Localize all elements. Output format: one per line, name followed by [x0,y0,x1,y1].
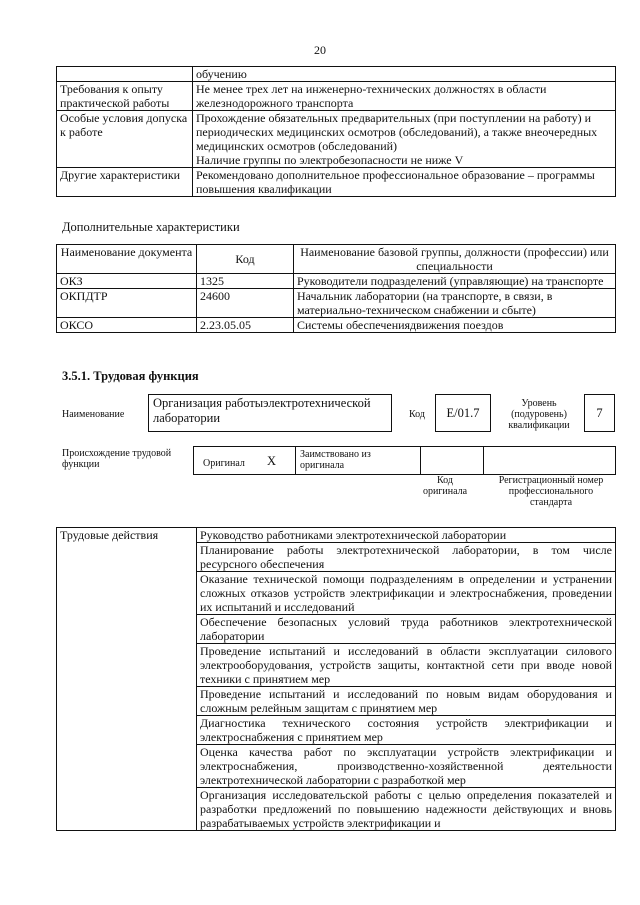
reg-caption: Регистрационный номер профессионального стандарта [498,475,604,508]
name-value: Организация работыэлектротехнической лаборатории [153,396,371,425]
row-value: Не менее трех лет на инженерно-технических должностях в области железнодорожного транспорта [193,82,616,111]
row-value: обучению [193,67,616,82]
table-row [57,168,616,197]
action-item: Обеспечение безопасных условий труда работников электротехнической лаборатории [197,615,616,644]
name-value-box [148,394,392,432]
action-item: Организация исследовательской работы с целью определения показателей и разработки предложений по повышению надежности действующих и вновь разрабатываемых устройств электрификации и [197,788,616,831]
cell-code: 1325 [197,274,294,289]
divider [295,447,296,474]
table-row [57,67,616,82]
header-doc: Наименование документа [57,245,197,274]
cell-name: Руководители подразделений (управляющие) на транспорте [294,274,616,289]
table-header-row [57,245,616,274]
row-value-2: Наличие группы по электробезопасности не ниже V [196,153,464,167]
cell-name: Начальник лаборатории (на транспорте, в связи, в материально-техническом снабжении и сбыте) [294,289,616,318]
row-label: Другие характеристики [57,168,193,197]
row-label: Особые условия допуска к работе [57,111,193,168]
code-caption: Код оригинала [422,475,468,497]
table-row [57,274,616,289]
cell-doc: ОКЗ [57,274,197,289]
actions-table [56,527,616,831]
section-title: 3.5.1. Трудовая функция [62,369,199,383]
cell-code: 24600 [197,289,294,318]
cell-doc: ОКПДТР [57,289,197,318]
name-label: Наименование [62,409,125,420]
code-value: E/01.7 [446,405,480,420]
header-code: Код [197,245,294,274]
origin-box [193,446,616,475]
action-item: Руководство работниками электротехнической лаборатории [197,528,616,543]
row-label [57,67,193,82]
table-row [57,82,616,111]
borrowed-label: Заимствовано из оригинала [300,449,371,471]
action-item: Планирование работы электротехнической лаборатории, в том числе ресурсного обеспечения [197,543,616,572]
original-label: Оригинал [203,458,245,469]
action-item: Диагностика технического состояния устройств электрификации и электроснабжения с принятием мер [197,716,616,745]
table-row [57,111,616,168]
code-label: Код [409,409,425,420]
table-row [57,289,616,318]
action-item: Оценка качества работ по эксплуатации устройств электрификации и электроснабжения, производственно-хозяйственной деятельности электротехнической лаборатории с разработкой мер [197,745,616,788]
code-value-box [435,394,491,432]
additional-heading: Дополнительные характеристики [62,220,240,234]
row-value: Прохождение обязательных предварительных (при поступлении на работу) и периодических медицинских осмотров (обследований), а также внеочередных медицинских осмотров (обследований) [196,111,598,153]
action-item: Проведение испытаний и исследований по новым видам оборудования и сложным релейным защитам с принятием мер [197,687,616,716]
level-value: 7 [596,405,603,420]
divider [483,447,484,474]
cell-code: 2.23.05.05 [197,318,294,333]
row-value: Рекомендовано дополнительное профессиональное образование – программы повышения квалификации [193,168,616,197]
original-mark: X [267,454,277,468]
requirements-table [56,66,616,197]
action-item: Оказание технической помощи подразделениям в определении и устранении сложных отказов устройств электрификации и электроснабжения, проведении их испытаний и исследований [197,572,616,615]
additional-table [56,244,616,333]
level-value-box [584,394,615,432]
actions-label: Трудовые действия [57,528,197,831]
header-name: Наименование базовой группы, должности (профессии) или специальности [294,245,616,274]
level-label: Уровень (подуровень) квалификации [508,398,570,431]
divider [420,447,421,474]
table-row [57,528,616,543]
cell-name: Системы обеспечениядвижения поездов [294,318,616,333]
row-label: Требования к опыту практической работы [57,82,193,111]
action-item: Проведение испытаний и исследований в области эксплуатации силового электрооборудования, устройств защиты, контактной сети при вводе новой техники с принятием мер [197,644,616,687]
cell-doc: ОКСО [57,318,197,333]
table-row [57,318,616,333]
page-number: 20 [314,43,326,57]
origin-label: Происхождение трудовой функции [62,448,172,470]
